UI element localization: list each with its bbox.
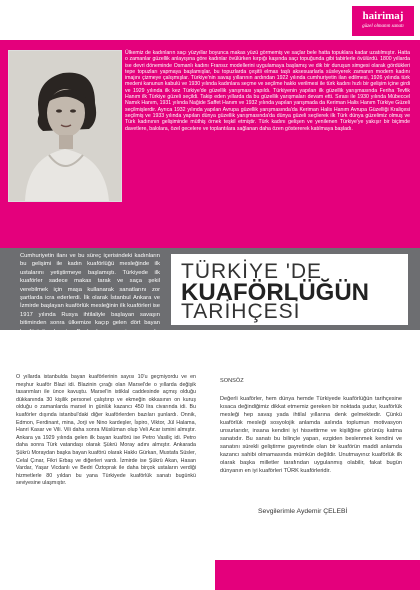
logo-name: hairimaj [362, 10, 404, 22]
portrait-photo [8, 50, 122, 202]
right-column-text: Değerli kuaförler, hem dünya hemde Türkiyede kuaförlüğün tarihçesine kısaca değindiğimiz dikkat etmemiz gereken bir noktada şudur, kuaförlük mesleği hep savaş yada ihtilal yıllarına denk gelmektedir. Çünkü kuaförlük mesleği sosyolojik anlamda aslında toplumun motivasyon unsurlarıdır, insana kendini iyi hissettirme ve kişiliğine görünüş katma sanatıdır. Bu sanatı bu bilinçle yapan, ezgiden beslenmek kendini ve sanatını sürekli geliştirme gayretinde olan bir kuaförün maddi anlamda kazancı sahibi olmamasında mümkün değildir. Unutmayınız kuaförlük ilk olarak başka milletler tarafından uygulanmış olabilir, fakat bugün dünyanın en iyi kuaförleri TÜRK kuaförleridir. [220, 396, 402, 474]
title-panel [171, 254, 408, 325]
left-column-text: O yıllarda istanbulda bayan kuaförlerinin sayısı 10'u geçmiyordu ve en meşhur kuaför Blazi idi. Blazinin çırağı olan Marsel'de o yıllarda değişik tasarımları ile ünce kavuştu. Marsel'in istiklal caddesinde açmış olduğu dükkanında 30 kişilik personel çalıştırıp ve ekmeğin okkasının on kuruş olduğu o zamanlarda marsel in günlük kazancı 450 lira civarında idi. Bu kuaförler dışında istanbul'daki diğer kuaförlerden bazıları şunlardı. Onnik, Edmon, Ferdinant, mina, Jorji ve Nino kardeşler, İspiro, Viktor, Jül Halama, Hanri Kasar ve Vili. Vili daha sonra Müslüman olup Veli Acar ismini almıştır. Ankara ya 1929 yılında gelen ilk bayan kuaförü ise Petro Vasiliç idi. Petro daha sonra Türk vatandaşı olarak Şükrü Moray adını almıştır. Ankarada Şükrü Moraydan başka bayan kuaförü olarak Hakkı Gürkan, Mustafa Süsler, Celal Çınar, Fikri Erbaş ve diğerleri vardı. İzmirde ise Şükrü Akan, Hasan Vardar, Yaşar Vicdanlı ve Bedri Öztoprak ile daha birçok ustaların verdiği hizmetlerle 80 yıldan bu yana Türkiyede kuaförlük sanatı bugünkü seviyesine ulaşmıştır. [16, 374, 196, 487]
history-paragraph: Cumhuriyetin ilanı ve bu süreç içerisindeki kadınların bu gelişimi ile kadın kuaförlüğü mesleğinde ilk ustalarını yetiştirmeye başlamıştı. Türkiyede ilk kuaförler sadece makas tarak ve saça şekil verebilmek için maşa kullanarak sanatlarını zor şartlarda icra ederlerdi. İlk olarak İstanbul Ankara ve İzmirde başlayan kuaförlük mesleğinin ilk kuaförleri ise 1917 yılında Rusya ihtilaliyle başlayan savaşın bitiminden sonra ülkemize kaçıp gelen dört bayan kuaförü ile olmuştur. Bunlar beyaz rus jorc ve maks kardeşler, alman sozar ve fransız blazi idi. [20, 253, 160, 344]
brand-logo [352, 6, 414, 36]
logo-tagline: güzel olmanın sanatı [362, 24, 404, 29]
portrait-illustration [9, 51, 121, 201]
footer-accent-bar [215, 560, 420, 590]
title-line-3: TARİHÇESİ [181, 300, 301, 323]
title-line-1: TÜRKİYE 'DE [181, 260, 323, 283]
title-line-2: KUAFÖRLÜĞÜN [181, 279, 369, 306]
sonsoz-heading: SONSÖZ [220, 378, 244, 384]
author-signature: Sevgilerimle Aydemir ÇELEBİ [258, 508, 348, 515]
intro-paragraph: Ülkemiz de kadınların saçı yüzyıllar boyunca makas yüzü görmemiş ve saçlar bele hatta topuklara kadar uzatılmıştır. Hatta o zamanlar güzellik anlayışına göre kadınlar övülürken kırpığı kaşında saçı topuğunda gibi tabirlerle övülürdü. 1800 yıllarda ise devri döneminde Osmanlı kadını Fransız modellerini uygulamaya başlamış ve dik bir duruşun simgesi olarak gördükleri tepe topuzları yapmaya başlamışlar, bu topuzlarda çeşitli elmas taşlı aksesuarlarla süsleyerek zamanın modern kadını imajını çizmeye çalışmışlar. Türkiye'nin savaş yıllarının ardından 1922 yılında cumhuriyetin ilan edilmesi, 1926 yılında türk medeni kanunun kabulü ve 1930 yılında kadınlara seçme ve seçilme hakkı verilmesi ile türk kadını hızlı bir gelişim içine girdi ve 1929 yılında ilk kez Türkiye'de güzellik yarışması yapıldı. Türkiyenin yapılan ilk güzellik yarışmasında Feriha Tevfik Hanım ilk Türkiye güzeli seçildi. Takip eden yıllarda da bu güzellik yarışmaları devam etti. Sırası ile 1930 yılında Mübeccel Namık Hanım, 1931 yılında Nağide Saffet Hanım ve 1932 yılında yapılan yarışmada da Keriman Halis Hanım Türkiye Güzeli seçilmişlerdir. Ayrıca 1932 yılında yapılan Avrupa güzellik yarışmasında'da Keriman Halis Hanım Avrupa Güzelliği Kraliçesi seçilmiş ve 1933 yılında yapılan dünya güzellik yarışmasında'da dünya güzeli seçilerek ilk Türk dünya güzelimiz olmuş ve Türk kadınının gelişiminde müthiş örnek teşkil etmiştir. Türk kadını gelişen ve yenilenen Türkiye'ye yakışır bir biçimde davetlere, balolara, özel gecelere ve toplantılara sağlanan daha özen göstererek katılmaya başladı. [125, 50, 410, 132]
